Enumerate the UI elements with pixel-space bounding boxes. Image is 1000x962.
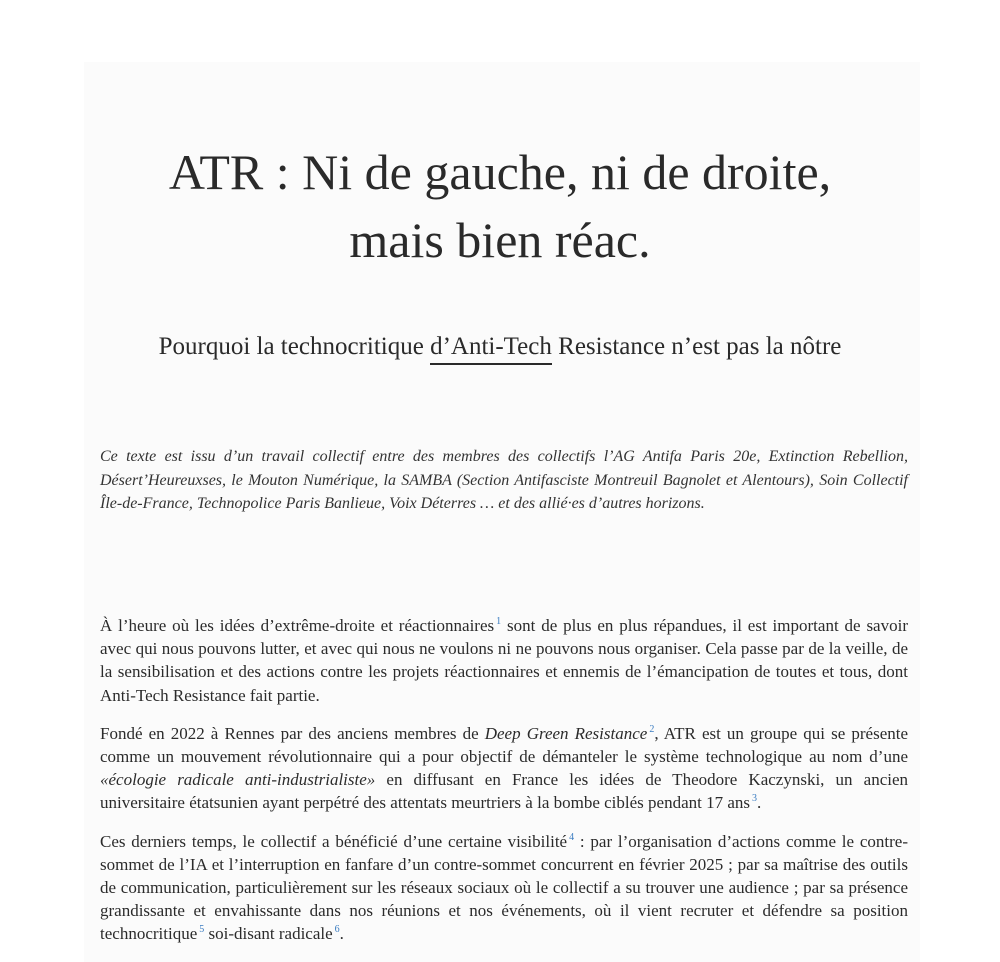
title-line-1: ATR : Ni de gauche, ni de droite, bbox=[168, 144, 832, 200]
article-title bbox=[0, 138, 1000, 274]
footnote-4-link[interactable]: 4 bbox=[569, 831, 575, 843]
subtitle-link[interactable]: d’Anti-Tech bbox=[430, 333, 552, 365]
paragraph-2: Fondé en 2022 à Rennes par des anciens membres de Deep Green Resistance $^2$, ATR est un groupe qui se présente comme un mouvement révolutionnaire qui a pour objectif de démanteler le système technologique au nom d’une «écologie radicale anti-industrialiste» en diffusant en France les idées de Theodore Kaczynski, un ancien universitaire étatsunien ayant perpétré des attentats meurtriers à la bombe ciblés pendant 17 ans $^3$. bbox=[100, 723, 909, 813]
footnote-2-link[interactable]: 2 bbox=[649, 723, 655, 735]
footnote-1-link[interactable]: 1 bbox=[496, 616, 502, 627]
title-line-2: mais bien réac. bbox=[349, 212, 651, 268]
article-subtitle: Pourquoi la technocritique d’Anti-Tech Resistance n’est pas la nôtre bbox=[0, 330, 1000, 364]
footnote-3-link[interactable]: 3 bbox=[752, 793, 758, 805]
intro-note: Ce texte est issu d’un travail collectif entre des membres des collectifs l’AG Antifa Paris 20e, Extinction Rebellion, Désert’Heureuxses, le Mouton Numérique, la SAMBA (Section Antifasciste Montreuil Bagnolet et Alentours), Soin Collectif Île-de-France, Technopolice Paris Banlieue, Voix Déterres … et des allié·es d’autres horizons. bbox=[100, 448, 908, 512]
footnote-5-link[interactable]: 5 bbox=[199, 924, 205, 936]
paragraph-1: À l’heure où les idées d’extrême-droite et réactionnaires $^1$ sont de plus en plus répandues, il est important de savoir avec qui nous pouvons lutter, et avec qui nous ne voulons ni ne pouvons nous organiser. Cela passe par de la veille, de la sensibilisation et des actions contre les projets réactionnaires et ennemis de l’émancipation de toutes et tous, dont Anti-Tech Resistance fait partie. bbox=[100, 616, 908, 705]
footnote-6-link[interactable]: 6 bbox=[334, 924, 340, 936]
paragraph-3: Ces derniers temps, le collectif a bénéficié d’une certaine visibilité $^4$ : par l’organisation d’actions comme le contre-sommet de l’IA et l’interruption en fanfare d’un contre-sommet concurrent en février 2025 ; par sa maîtrise des outils de communication, particulièrement sur les réseaux sociaux où le collectif a su trouver une audience ; par sa présence grandissante et envahissante dans nos réunions et nos événements, où il vient recruter et défendre sa position technocritique $^5$ soi-disant radicale $^6$. bbox=[100, 831, 908, 944]
article-body bbox=[100, 614, 908, 961]
